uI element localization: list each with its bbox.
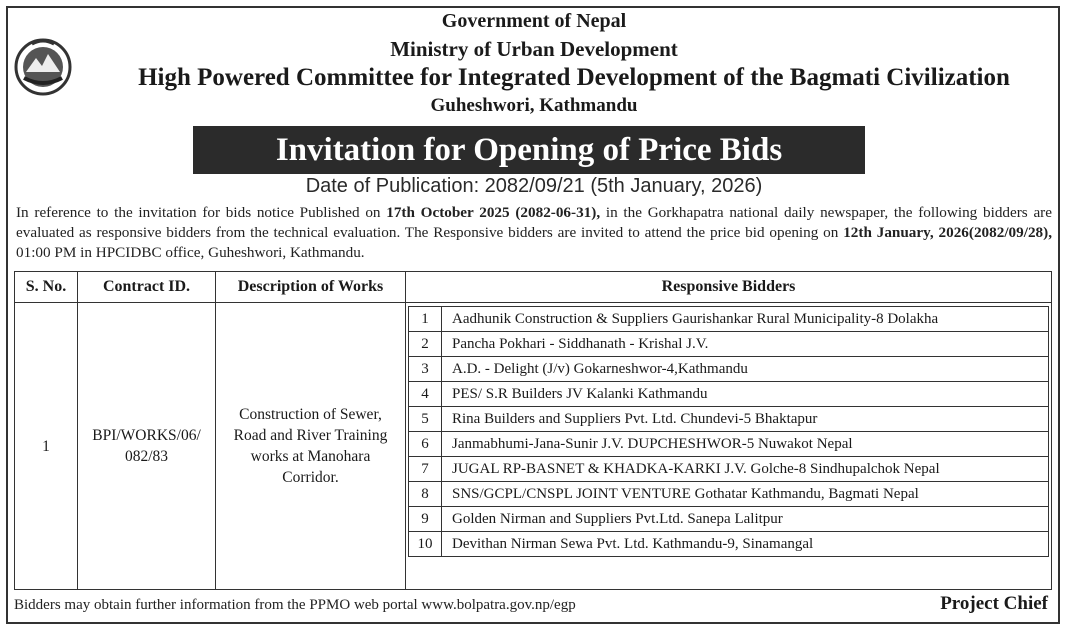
bidder-number: 4 bbox=[409, 382, 442, 407]
bidder-name: Devithan Nirman Sewa Pvt. Ltd. Kathmandu-9, Sinamangal bbox=[442, 532, 1049, 557]
committee-heading: High Powered Committee for Integrated Development of the Bagmati Civilization bbox=[138, 64, 1010, 91]
bidder-row bbox=[409, 532, 1049, 557]
para-text-1: In reference to the invitation for bids notice Published on bbox=[16, 204, 387, 221]
para-text-2: in the Gorkhapatra national daily newspaper, the following bidders are evaluated as responsive bidders from the technical evaluation. The Responsive bidders are invited to attend the price bid opening on bbox=[16, 204, 1052, 241]
row-sno: 1 bbox=[15, 303, 78, 590]
para-date-1: 17th October 2025 (2082-06-31), bbox=[386, 204, 601, 221]
bidder-name: SNS/GCPL/CNSPL JOINT VENTURE Gothatar Kathmandu, Bagmati Nepal bbox=[442, 482, 1049, 507]
bidder-name: Janmabhumi-Jana-Sunir J.V. DUPCHESHWOR-5 Nuwakot Nepal bbox=[442, 432, 1049, 457]
ministry-heading: Ministry of Urban Development bbox=[390, 37, 678, 61]
header-description: Description of Works bbox=[216, 272, 406, 303]
footer-note: Bidders may obtain further information from the PPMO web portal www.bolpatra.gov.np/egp bbox=[14, 597, 576, 613]
bidder-name: Pancha Pokhari - Siddhanath - Krishal J.V. bbox=[442, 332, 1049, 357]
signer-title: Project Chief bbox=[940, 593, 1048, 614]
bidder-number: 5 bbox=[409, 407, 442, 432]
bidder-name: Rina Builders and Suppliers Pvt. Ltd. Chundevi-5 Bhaktapur bbox=[442, 407, 1049, 432]
bidder-row bbox=[409, 432, 1049, 457]
contract-id-text: BPI/WORKS/06/ 082/83 bbox=[92, 427, 201, 465]
notice-paragraph bbox=[16, 203, 1052, 263]
notice-title: Invitation for Opening of Price Bids bbox=[275, 131, 783, 168]
para-text-3: 01:00 PM in HPCIDBC office, Guheshwori, Kathmandu. bbox=[16, 244, 365, 261]
bidder-number: 10 bbox=[409, 532, 442, 557]
header-sno: S. No. bbox=[15, 272, 78, 303]
bidder-name: PES/ S.R Builders JV Kalanki Kathmandu bbox=[442, 382, 1049, 407]
bid-table bbox=[14, 271, 1052, 590]
bidder-number: 8 bbox=[409, 482, 442, 507]
bidders-cell bbox=[406, 303, 1052, 590]
bidder-row bbox=[409, 332, 1049, 357]
bidder-number: 6 bbox=[409, 432, 442, 457]
bidder-row bbox=[409, 382, 1049, 407]
bidder-row bbox=[409, 407, 1049, 432]
location-heading: Guheshwori, Kathmandu bbox=[430, 95, 638, 116]
bidder-number: 9 bbox=[409, 507, 442, 532]
header-contract-id: Contract ID. bbox=[78, 272, 216, 303]
bidder-number: 3 bbox=[409, 357, 442, 382]
description-text: Construction of Sewer, Road and River Training works at Manohara Corridor. bbox=[233, 406, 388, 486]
bidder-name: Aadhunik Construction & Suppliers Gaurishankar Rural Municipality-8 Dolakha bbox=[442, 307, 1049, 332]
bidder-number: 7 bbox=[409, 457, 442, 482]
bidder-row bbox=[409, 507, 1049, 532]
bidder-name: JUGAL RP-BASNET & KHADKA-KARKI J.V. Golche-8 Sindhupalchok Nepal bbox=[442, 457, 1049, 482]
row-contract-id bbox=[78, 303, 216, 590]
bidder-number: 1 bbox=[409, 307, 442, 332]
bidder-name: Golden Nirman and Suppliers Pvt.Ltd. Sanepa Lalitpur bbox=[442, 507, 1049, 532]
header-bidders: Responsive Bidders bbox=[406, 272, 1052, 303]
notice-title-banner bbox=[193, 126, 865, 174]
government-heading: Government of Nepal bbox=[441, 10, 627, 32]
bidder-row bbox=[409, 357, 1049, 382]
bidder-name: A.D. - Delight (J/v) Gokarneshwor-4,Kathmandu bbox=[442, 357, 1049, 382]
bidder-row bbox=[409, 482, 1049, 507]
bidder-row bbox=[409, 307, 1049, 332]
row-description bbox=[216, 303, 406, 590]
para-date-2: 12th January, 2026(2082/09/28), bbox=[843, 224, 1052, 241]
publication-date: Date of Publication: 2082/09/21 (5th January, 2026) bbox=[305, 175, 763, 197]
bidders-list bbox=[408, 306, 1049, 557]
bidder-number: 2 bbox=[409, 332, 442, 357]
bidder-row bbox=[409, 457, 1049, 482]
